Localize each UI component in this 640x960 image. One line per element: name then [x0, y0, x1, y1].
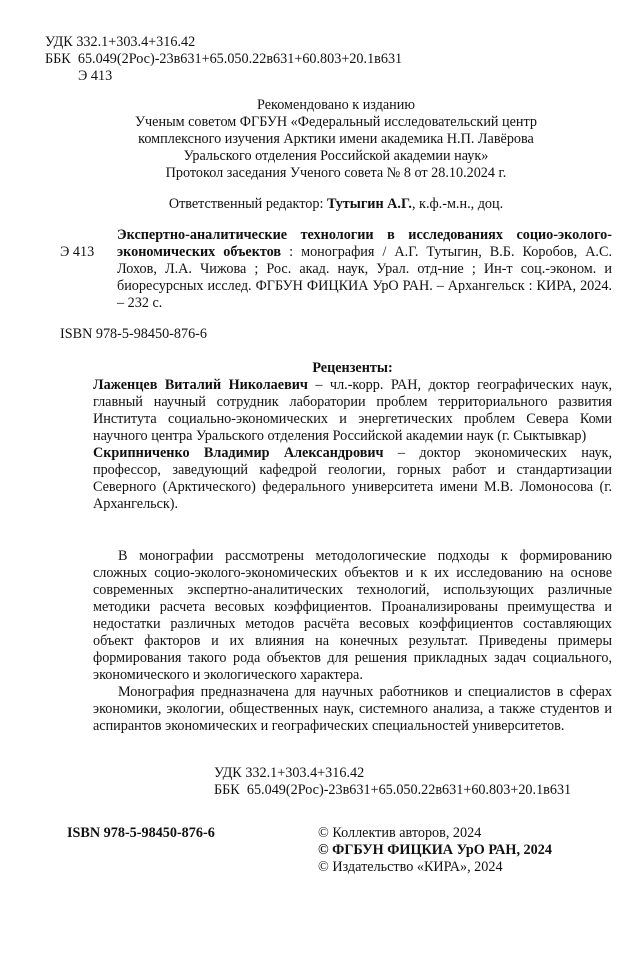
footer-udk-value: 332.1+303.4+316.42: [245, 765, 365, 781]
classification-header: [45, 34, 612, 85]
bibliographic-details: : монография / А.Г. Тутыгин, В.Б. Коробов, А.С. Лохов, Л.А. Чижова ; Рос. акад. наук, Урал. отд-ние ; Ин-т соц.-эконом. и биоресурсных исслед. ФГБУН ФИЦКИА УрО РАН. – Архангельск : КИРА, 2024. – 232 с.: [117, 244, 612, 311]
recommendation-line: Ученым советом ФГБУН «Федеральный исследовательский центр: [135, 114, 537, 130]
reviewer-1: [93, 377, 612, 445]
footer-bbk-label: ББК: [214, 782, 240, 798]
editor-name: Тутыгин А.Г.: [326, 196, 412, 212]
copyright-line: © ФГБУН ФИЦКИА УрО РАН, 2024: [318, 842, 552, 858]
bibliographic-mark: Э 413: [60, 244, 95, 260]
footer-classification: [214, 765, 612, 799]
editor-credentials: , к.ф.-м.н., доц.: [411, 196, 504, 212]
recommendation-line: Рекомендовано к изданию: [257, 97, 415, 113]
annotation-paragraph-2: Монография предназначена для научных работников и специалистов в сферах экономики, экологии, общественных наук, системного анализа, а также студентов и аспирантов экономических и географических специальностей университетов.: [93, 684, 612, 734]
copyright-line: © Коллектив авторов, 2024: [318, 825, 482, 841]
footer-udk-line: [214, 765, 612, 782]
udk-line: [45, 34, 612, 51]
bibliographic-description: [117, 227, 612, 312]
bottom-row: [67, 825, 612, 876]
reviewers-block: [93, 360, 612, 513]
author-mark: Э 413: [78, 68, 113, 84]
reviewer-description: – чл.-корр. РАН, доктор географических наук, главный научный сотрудник лаборатории проблем территориального развития Института социально-экономических и энергетических проблем Севера Коми научного центра Уральского отделения Российской академии наук (г. Сыктывкар): [93, 377, 612, 444]
reviewer-name: Скрипниченко Владимир Александрович: [93, 445, 384, 461]
recommendation-block: [60, 97, 612, 182]
reviewer-description: – доктор экономических наук, профессор, заведующий кафедрой геологии, горных работ и стандартизации Северного (Арктического) федерального университета имени М.В. Ломоносова (г. Архангельск).: [93, 445, 612, 512]
reviewer-name: Лаженцев Виталий Николаевич: [93, 377, 308, 393]
annotation-block: [93, 548, 612, 735]
recommendation-line: комплексного изучения Арктики имени академика Н.П. Лавёрова: [138, 131, 534, 147]
reviewer-2: [93, 445, 612, 513]
responsible-editor: [60, 196, 612, 213]
footer-udk-label: УДК: [214, 765, 242, 781]
bbk-line: [45, 51, 612, 68]
copyright-block: [318, 825, 552, 876]
book-title: Экспертно-аналитические технологии в исследованиях социо-эколого-экономических объектов: [117, 227, 612, 260]
editor-label: Ответственный редактор:: [168, 196, 324, 212]
bbk-label: ББК: [45, 51, 71, 67]
footer-bbk-line: [214, 782, 612, 799]
recommendation-line: Уральского отделения Российской академии наук»: [183, 148, 489, 164]
bibliographic-entry: [60, 227, 612, 312]
annotation-paragraph-1: В монографии рассмотрены методологические подходы к формированию сложных социо-эколого-экономических объектов и к их исследованию на основе современных экспертно-аналитических технологий, использующих различные методики расчета весовых коэффициентов. Проанализированы преимущества и недостатки различных методов расчёта весовых коэффициентов составляющих объект факторов и их влияния на конечных результат. Приведены примеры формирования такого рода объектов для решения прикладных задач социального, экономического и экологического характера.: [93, 548, 612, 683]
reviewers-heading: Рецензенты:: [312, 360, 393, 376]
copyright-line: © Издательство «КИРА», 2024: [318, 859, 503, 875]
udk-value: 332.1+303.4+316.42: [76, 34, 196, 50]
footer-bbk-value: 65.049(2Рос)-23в631+65.050.22в631+60.803+20.1в631: [246, 782, 572, 798]
recommendation-line: Протокол заседания Ученого совета № 8 от 28.10.2024 г.: [165, 165, 507, 181]
bbk-value: 65.049(2Рос)-23в631+65.050.22в631+60.803+20.1в631: [77, 51, 403, 67]
isbn-top: ISBN 978-5-98450-876-6: [60, 326, 207, 342]
udk-label: УДК: [45, 34, 73, 50]
isbn-bottom: ISBN 978-5-98450-876-6: [67, 825, 215, 841]
